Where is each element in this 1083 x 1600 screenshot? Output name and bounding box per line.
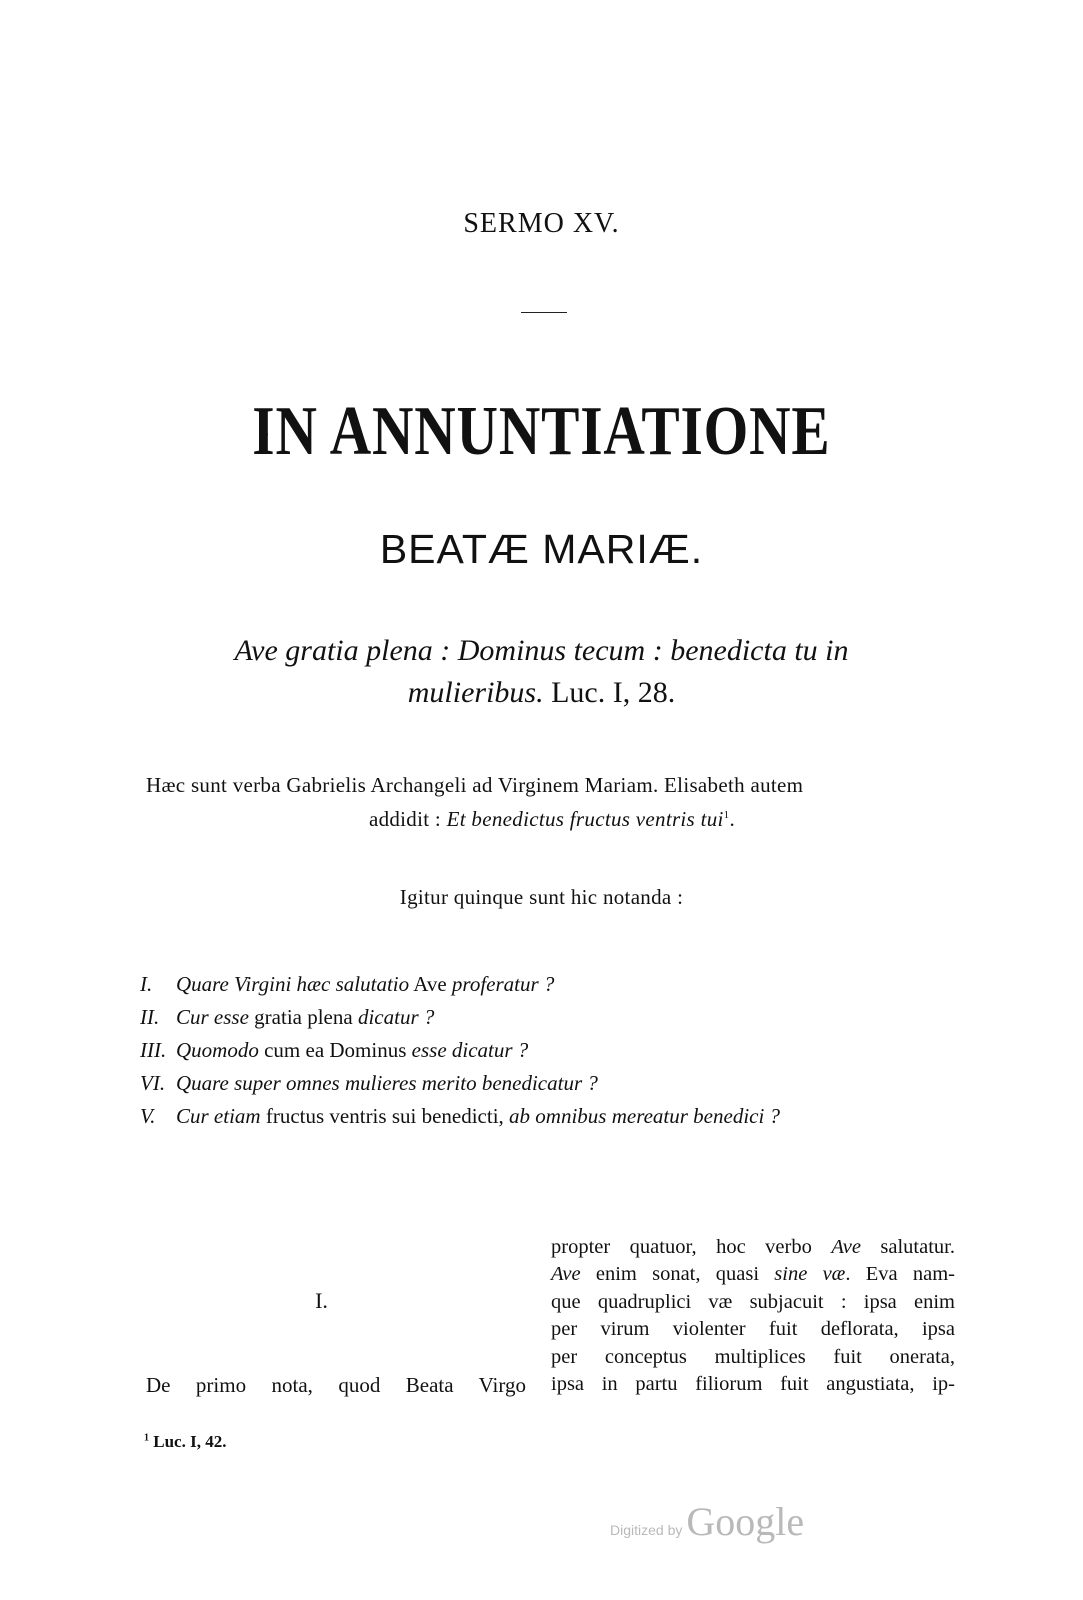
column-text: Ave: [831, 1236, 861, 1258]
question-number: II.: [140, 1005, 160, 1029]
question-text: gratia plena: [248, 1005, 358, 1029]
column-text: per virum violenter fuit deflorata, ipsa: [551, 1318, 955, 1341]
intro-suffix: .: [729, 807, 736, 831]
intro-line-2: [146, 800, 958, 834]
column-text: que quadruplici væ subjacuit : ipsa enim: [551, 1290, 955, 1313]
question-text: esse dicatur ?: [411, 1038, 529, 1062]
question-item: [140, 1034, 960, 1067]
column-text: ipsa in partu filiorum fuit angustiata, ip-: [551, 1373, 955, 1396]
column-line: [551, 1261, 955, 1288]
scripture-reference: Luc. I, 28.: [551, 676, 676, 709]
intro-prefix: addidit :: [368, 807, 442, 831]
column-line: [551, 1316, 955, 1343]
column-line: [551, 1234, 955, 1261]
epigraph: [0, 630, 1083, 714]
question-text: dicatur ?: [357, 1005, 435, 1029]
question-text: Quomodo: [176, 1038, 259, 1062]
column-text: propter quatuor, hoc verbo: [551, 1236, 832, 1258]
right-column-text: [551, 1234, 955, 1398]
question-text: cum ea Dominus: [258, 1038, 412, 1062]
question-text: fructus ventris sui benedicti,: [260, 1104, 510, 1128]
question-number: I.: [140, 972, 153, 996]
column-line: [551, 1344, 955, 1371]
google-logo: Google: [686, 1499, 805, 1544]
footnote-text: Luc. I, 42.: [153, 1432, 227, 1451]
page-title: IN ANNUNTIATIONE: [252, 393, 831, 470]
question-number: III.: [140, 1038, 167, 1062]
question-text: Cur esse: [176, 1005, 249, 1029]
sermon-number: SERMO XV.: [463, 208, 620, 239]
left-column-text: De primo nota, quod Beata Virgo: [146, 1373, 526, 1397]
epigraph-line-1: Ave gratia plena : Dominus tecum : benedicta tu in: [234, 634, 849, 667]
question-item: [140, 1067, 960, 1100]
question-text: Quare Virgini hæc salutatio: [176, 972, 410, 996]
question-list: [140, 968, 960, 1133]
divider-rule: [521, 312, 567, 313]
question-number: V.: [140, 1104, 156, 1128]
question-text: Ave: [409, 972, 452, 996]
column-text: . Eva nam-: [845, 1263, 955, 1286]
digitized-watermark: [610, 1498, 804, 1545]
column-text: enim sonat, quasi: [580, 1263, 775, 1286]
question-text: Cur etiam: [176, 1104, 261, 1128]
watermark-prefix: Digitized by: [610, 1522, 683, 1538]
footnote: [144, 1432, 226, 1452]
intro-quote: Et benedictus fructus ventris tui: [446, 807, 724, 831]
page-subtitle: BEATÆ MARIÆ.: [379, 526, 704, 572]
lead-in-sentence: Igitur quinque sunt hic notanda :: [399, 885, 684, 909]
epigraph-italic: mulieribus.: [407, 676, 544, 709]
question-number: VI.: [140, 1071, 166, 1095]
intro-paragraph: [146, 770, 958, 834]
footnote-mark: 1: [144, 1432, 149, 1444]
column-text: per conceptus multiplices fuit onerata,: [551, 1345, 955, 1368]
question-item: [140, 1100, 960, 1133]
column-text: Ave: [551, 1263, 581, 1286]
column-line: [551, 1371, 955, 1398]
question-text: proferatur ?: [451, 972, 555, 996]
question-item: [140, 1001, 960, 1034]
footnote-marker: 1: [723, 809, 730, 821]
column-line: [551, 1289, 955, 1316]
column-text: sine væ: [774, 1263, 846, 1286]
question-text: Quare super omnes mulieres merito benedicatur ?: [176, 1071, 598, 1095]
question-text: ab omnibus mereatur benedici ?: [509, 1104, 781, 1128]
question-item: [140, 968, 960, 1001]
section-number: I.: [315, 1288, 328, 1313]
column-text: salutatur.: [860, 1236, 955, 1258]
epigraph-line-2: [0, 672, 1083, 714]
intro-line-1: Hæc sunt verba Gabrielis Archangeli ad Virginem Mariam. Elisabeth autem: [146, 773, 804, 797]
